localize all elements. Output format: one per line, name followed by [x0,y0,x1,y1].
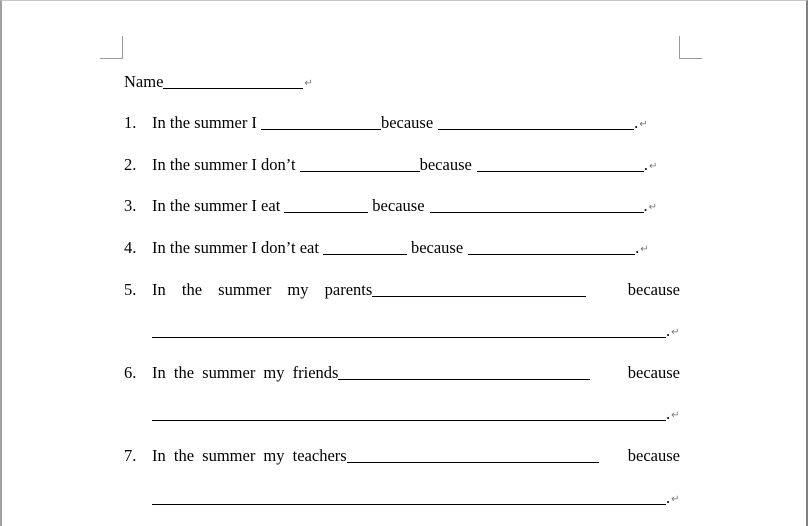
reason-blank[interactable] [468,253,635,255]
period: . [643,196,648,215]
item-text: In the summer I eat [152,196,281,215]
item-7-continuation [124,486,684,508]
paragraph-mark-icon: ↵ [671,327,680,338]
answer-blank[interactable] [372,295,586,297]
name-line [124,70,424,92]
item-1 [124,111,684,133]
answer-blank[interactable] [261,128,381,130]
answer-blank[interactable] [338,378,590,380]
paragraph-mark-icon: ↵ [648,161,658,172]
item-7 [124,444,680,466]
answer-blank[interactable] [347,461,599,463]
because-label: because [410,238,464,257]
name-label: Name [124,72,164,91]
item-text: In the summer my teachers [152,446,347,465]
answer-blank[interactable] [300,170,420,172]
reason-blank[interactable] [152,336,666,338]
item-number: 5. [124,280,137,299]
item-6 [124,361,680,383]
period: . [666,321,671,340]
name-blank[interactable] [163,87,303,89]
because-label: because [627,280,680,299]
paragraph-mark-icon: ↵ [640,244,649,255]
paragraph-mark-icon: ↵ [648,202,658,213]
item-text: In the summer my friends [152,363,339,382]
period: . [634,113,639,132]
period: . [643,155,648,174]
paragraph-mark-icon: ↵ [671,494,680,505]
item-text: In the summer I don’t [152,155,296,174]
item-3 [124,194,684,216]
item-2 [124,153,684,175]
period: . [666,404,671,423]
because-label: because [419,155,472,174]
because-label: because [372,196,425,215]
item-number: 4. [124,238,137,257]
reason-blank[interactable] [438,128,634,130]
paragraph-mark-icon: ↵ [639,119,648,130]
answer-blank[interactable] [284,211,368,213]
period: . [635,238,640,257]
because-label: because [627,363,680,382]
reason-blank[interactable] [430,211,644,213]
item-number: 2. [124,155,137,174]
item-number: 7. [124,446,137,465]
item-6-continuation [124,402,684,424]
item-number: 3. [124,196,137,215]
reason-blank[interactable] [152,503,666,505]
item-text: In the summer my parents [152,280,373,299]
item-4 [124,236,684,258]
reason-blank[interactable] [477,170,644,172]
item-text: In the summer I don’t eat [152,238,319,257]
margin-corner-top-right [679,36,702,59]
item-5-continuation [124,319,684,341]
margin-corner-top-left [100,36,123,59]
paragraph-mark-icon: ↵ [304,78,313,89]
because-label: because [627,446,680,465]
item-text: In the summer I [152,113,257,132]
period: . [666,488,671,507]
item-number: 6. [124,363,137,382]
reason-blank[interactable] [152,419,666,421]
item-5 [124,278,680,300]
because-label: because [380,113,434,132]
answer-blank[interactable] [323,253,407,255]
paragraph-mark-icon: ↵ [671,410,680,421]
item-number: 1. [124,113,137,132]
